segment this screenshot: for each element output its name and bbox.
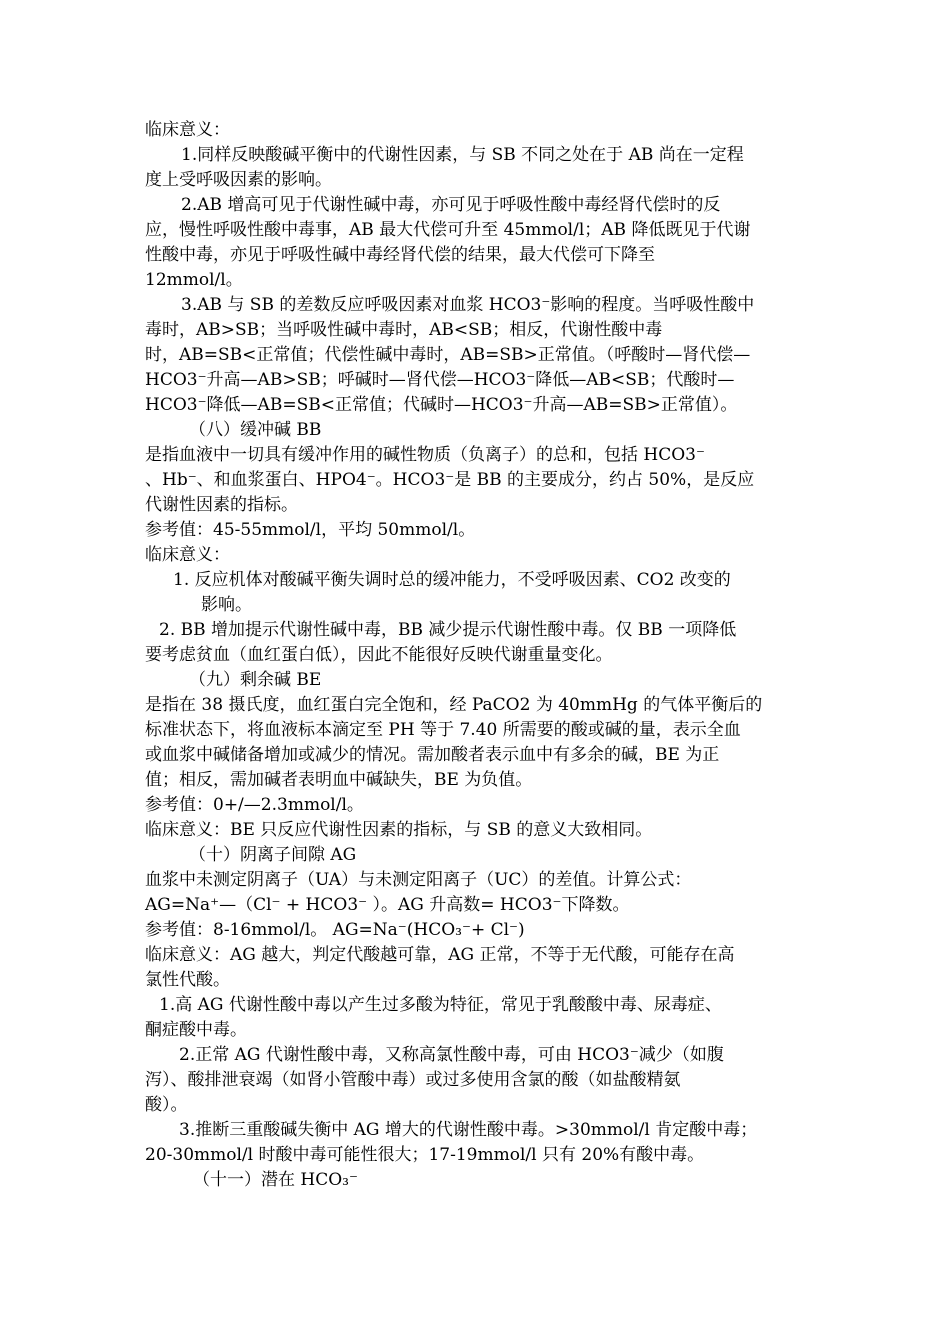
text-line: 毒时，AB>SB；当呼吸性碱中毒时，AB<SB；相反，代谢性酸中毒 <box>145 320 663 340</box>
text-line: 临床意义： <box>145 120 230 140</box>
text-line: 血浆中未测定阴离子（UA）与未测定阳离子（UC）的差值。计算公式： <box>145 870 692 890</box>
text-line: 酸）。 <box>145 1095 188 1115</box>
text-line: 影响。 <box>201 595 252 615</box>
text-line: 临床意义：AG 越大，判定代酸越可靠，AG 正常，不等于无代酸，可能存在高 <box>145 945 735 965</box>
text-line: 2.AB 增高可见于代谢性碱中毒，亦可见于呼吸性酸中毒经肾代偿时的反 <box>181 195 721 215</box>
text-line: 参考值：8-16mmol/l。 AG=Na⁻(HCO₃⁻+ Cl⁻) <box>145 920 525 940</box>
text-line: 是指在 38 摄氏度，血红蛋白完全饱和，经 PaCO2 为 40mmHg 的气体平衡后的 <box>145 695 763 715</box>
text-line: HCO3⁻降低—AB=SB<正常值；代碱时—HCO3⁻升高—AB=SB>正常值）。 <box>145 395 738 415</box>
text-line: 、Hb⁻、和血浆蛋白、HPO4⁻。HCO3⁻是 BB 的主要成分，约占 50%，是反应 <box>145 470 755 490</box>
text-line: （九）剩余碱 BE <box>189 670 322 690</box>
text-line: 临床意义： <box>145 545 230 565</box>
text-line: 1.高 AG 代谢性酸中毒以产生过多酸为特征，常见于乳酸酸中毒、尿毒症、 <box>159 995 722 1015</box>
text-line: 2. BB 增加提示代谢性碱中毒，BB 减少提示代谢性酸中毒。仅 BB 一项降低 <box>159 620 737 640</box>
text-line: 参考值：0+/—2.3mmol/l。 <box>145 795 364 815</box>
text-line: 氯性代酸。 <box>145 970 230 990</box>
text-line: （八）缓冲碱 BB <box>189 420 322 440</box>
text-line: 性酸中毒，亦见于呼吸性碱中毒经肾代偿的结果，最大代偿可下降至 <box>145 245 655 265</box>
text-line: 12mmol/l。 <box>145 270 243 290</box>
text-line: 2.正常 AG 代谢性酸中毒，又称高氯性酸中毒，可由 HCO3⁻减少（如腹 <box>179 1045 724 1065</box>
text-line: 酮症酸中毒。 <box>145 1020 247 1040</box>
text-line: HCO3⁻升高—AB>SB；呼碱时—肾代偿—HCO3⁻降低—AB<SB；代酸时— <box>145 370 735 390</box>
text-line: （十）阴离子间隙 AG <box>189 845 357 865</box>
text-line: 泻）、酸排泄衰竭（如肾小管酸中毒）或过多使用含氯的酸（如盐酸精氨 <box>145 1070 681 1090</box>
text-line: 时，AB=SB<正常值；代偿性碱中毒时，AB=SB>正常值。（呼酸时—肾代偿— <box>145 345 751 365</box>
text-line: 1.同样反映酸碱平衡中的代谢性因素，与 SB 不同之处在于 AB 尚在一定程 <box>181 145 744 165</box>
text-line: 值；相反，需加碱者表明血中碱缺失，BE 为负值。 <box>145 770 533 790</box>
document-page <box>145 118 807 1193</box>
text-line: 代谢性因素的指标。 <box>145 495 298 515</box>
text-line: 应，慢性呼吸性酸中毒事，AB 最大代偿可升至 45mmol/l；AB 降低既见于代谢 <box>145 220 751 240</box>
text-line: 标准状态下，将血液标本滴定至 PH 等于 7.40 所需要的酸或碱的量，表示全血 <box>145 720 741 740</box>
text-line: 参考值：45-55mmol/l，平均 50mmol/l。 <box>145 520 476 540</box>
text-line: AG=Na⁺—（Cl⁻ + HCO3⁻ ）。AG 升高数= HCO3⁻下降数。 <box>145 895 630 915</box>
text-line: 要考虑贫血（血红蛋白低），因此不能很好反映代谢重量变化。 <box>145 645 613 665</box>
text-line: 或血浆中碱储备增加或减少的情况。需加酸者表示血中有多余的碱，BE 为正 <box>145 745 720 765</box>
text-line: 3.AB 与 SB 的差数反应呼吸因素对血浆 HCO3⁻影响的程度。当呼吸性酸中 <box>181 295 755 315</box>
text-line: 是指血液中一切具有缓冲作用的碱性物质（负离子）的总和，包括 HCO3⁻ <box>145 445 705 465</box>
text-line: 临床意义：BE 只反应代谢性因素的指标，与 SB 的意义大致相同。 <box>145 820 653 840</box>
text-line: 20-30mmol/l 时酸中毒可能性很大；17-19mmol/l 只有 20%有酸中毒。 <box>145 1145 705 1165</box>
text-line: 度上受呼吸因素的影响。 <box>145 170 332 190</box>
text-line: 1. 反应机体对酸碱平衡失调时总的缓冲能力，不受呼吸因素、CO2 改变的 <box>173 570 731 590</box>
text-line: （十一）潜在 HCO₃⁻ <box>193 1170 358 1190</box>
text-line: 3.推断三重酸碱失衡中 AG 增大的代谢性酸中毒。>30mmol/l 肯定酸中毒； <box>179 1120 758 1140</box>
